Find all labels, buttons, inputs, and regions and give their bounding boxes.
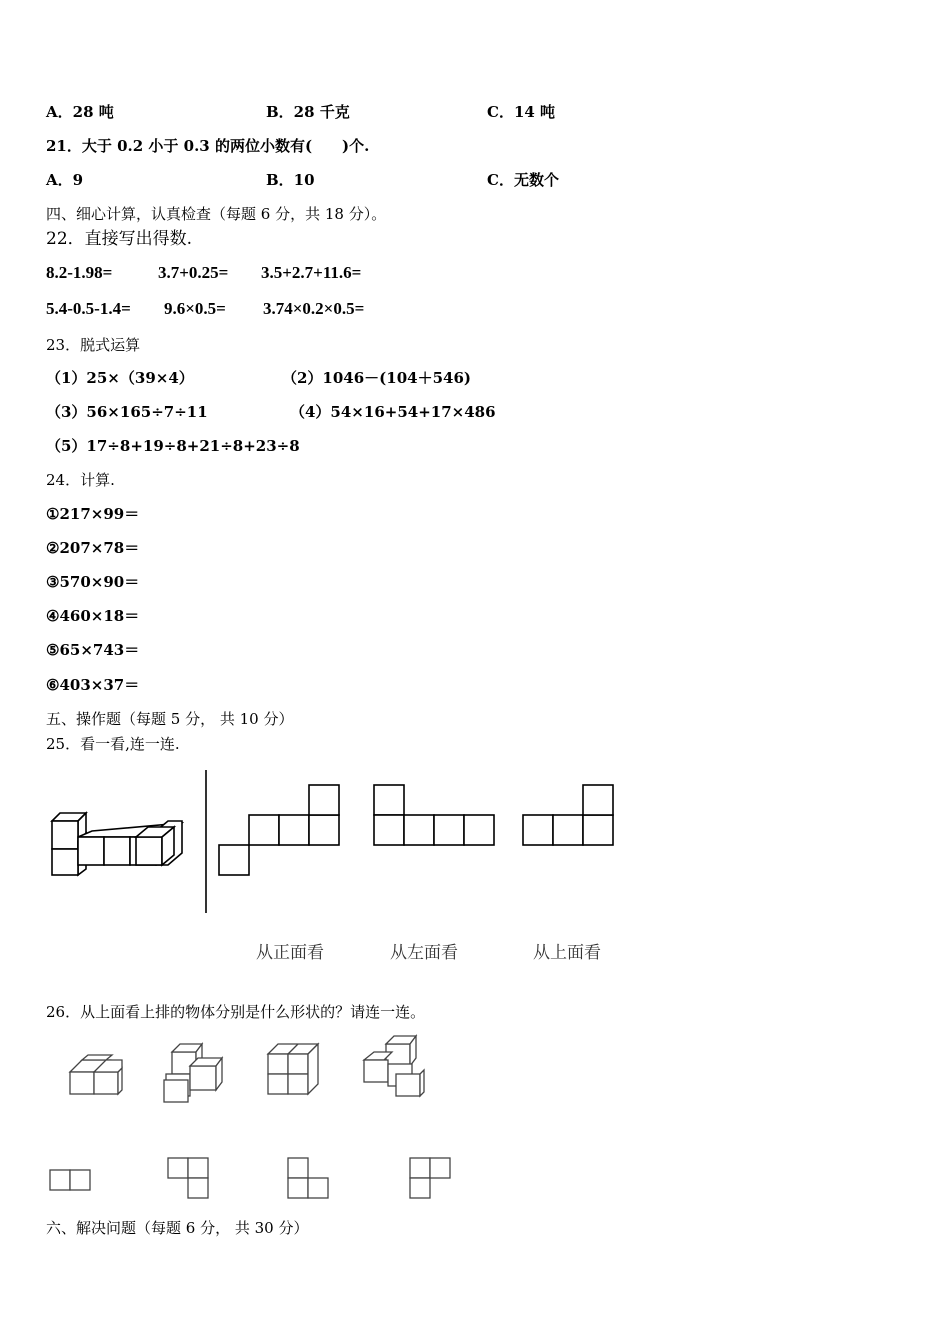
q24-item: ⑥403×37＝ bbox=[46, 676, 140, 694]
q26-object-3 bbox=[268, 1044, 318, 1094]
q23-item: （4）54×16+54+17×486 bbox=[290, 403, 496, 421]
q26-shape-3 bbox=[288, 1158, 328, 1198]
section4-title: 四、细心计算，认真检查（每题 6 分，共 18 分）。 bbox=[46, 205, 387, 223]
q25-view-front bbox=[219, 785, 339, 875]
q26-shape-4 bbox=[410, 1158, 450, 1198]
q22-expr: 5.4-0.5-1.4= bbox=[46, 299, 131, 318]
q24-item: ⑤65×743＝ bbox=[46, 641, 140, 659]
q22-stem: 22．直接写出得数. bbox=[46, 229, 193, 249]
q26-stem: 26．从上面看上排的物体分别是什么形状的？请连一连。 bbox=[46, 1003, 426, 1021]
q23-item: （1）25×（39×4） bbox=[46, 369, 194, 387]
caption-top-view: 从上面看 bbox=[533, 943, 601, 963]
q22-expr: 3.7+0.25= bbox=[158, 263, 229, 282]
q21-option-c: C．无数个 bbox=[487, 171, 559, 189]
q24-stem: 24．计算. bbox=[46, 471, 115, 489]
q23-item: （2）1046－(104＋546) bbox=[282, 369, 472, 387]
q26-shape-2 bbox=[168, 1158, 208, 1198]
q25-solid-object bbox=[52, 813, 182, 875]
q22-expr: 3.5+2.7+11.6= bbox=[261, 263, 362, 282]
q22-expr: 3.74×0.2×0.5= bbox=[263, 299, 365, 318]
section6-title: 六、解决问题（每题 6 分， 共 30 分） bbox=[46, 1219, 309, 1237]
section5-title: 五、操作题（每题 5 分， 共 10 分） bbox=[46, 710, 294, 728]
q20-option-c: C．14 吨 bbox=[487, 103, 556, 121]
q23-stem: 23．脱式运算 bbox=[46, 336, 141, 354]
q25-figure bbox=[40, 765, 640, 925]
q21-stem: 21．大于 0.2 小于 0.3 的两位小数有( )个. bbox=[46, 137, 370, 155]
q25-view-top bbox=[523, 785, 613, 845]
q26-object-2 bbox=[164, 1044, 222, 1102]
q25-view-left bbox=[374, 785, 494, 845]
q23-item: （3）56×165÷7÷11 bbox=[46, 403, 208, 421]
q26-object-1 bbox=[70, 1055, 122, 1094]
q20-option-b: B．28 千克 bbox=[266, 103, 350, 121]
q21-option-a: A．9 bbox=[46, 171, 84, 189]
caption-left-view: 从左面看 bbox=[390, 943, 458, 963]
q25-stem: 25．看一看,连一连. bbox=[46, 735, 180, 753]
q24-item: ④460×18＝ bbox=[46, 607, 140, 625]
q22-expr: 9.6×0.5= bbox=[164, 299, 226, 318]
q21-option-b: B．10 bbox=[266, 171, 315, 189]
q26-figure bbox=[40, 1030, 470, 1210]
q23-item: （5）17÷8+19÷8+21÷8+23÷8 bbox=[46, 437, 300, 455]
caption-front-view: 从正面看 bbox=[256, 943, 324, 963]
q26-object-4 bbox=[364, 1036, 424, 1096]
q26-shape-1 bbox=[50, 1170, 90, 1190]
q24-item: ①217×99＝ bbox=[46, 505, 140, 523]
q24-item: ②207×78＝ bbox=[46, 539, 140, 557]
q22-expr: 8.2-1.98= bbox=[46, 263, 113, 282]
q20-option-a: A．28 吨 bbox=[46, 103, 114, 121]
q24-item: ③570×90＝ bbox=[46, 573, 140, 591]
